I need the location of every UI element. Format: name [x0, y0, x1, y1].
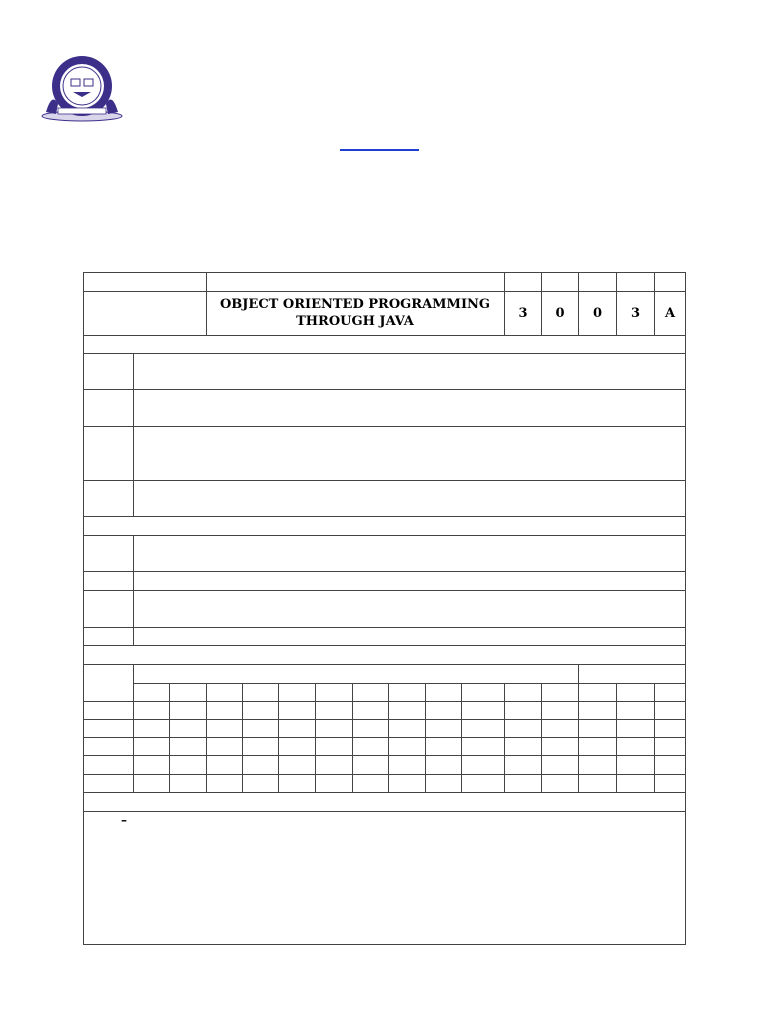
row-line — [84, 811, 685, 812]
row-line — [84, 645, 685, 646]
course-title-line-2: THROUGH JAVA — [296, 314, 414, 329]
row-line — [84, 664, 685, 665]
row-line — [84, 590, 685, 591]
row-line — [84, 335, 685, 336]
course-title-line-1: OBJECT ORIENTED PROGRAMMING — [219, 297, 491, 312]
practical-hours: 0 — [592, 305, 603, 321]
tutorial-hours: 0 — [555, 305, 565, 321]
row-line — [84, 353, 685, 354]
course-title — [206, 292, 504, 334]
row-line — [84, 480, 685, 481]
row-line — [84, 755, 685, 756]
col-line — [425, 683, 426, 792]
row-line — [84, 792, 685, 793]
col-line — [278, 683, 279, 792]
course-category: A — [664, 305, 676, 321]
col-line — [388, 683, 389, 792]
row-line — [84, 571, 685, 572]
col-line — [169, 683, 170, 792]
col-line — [578, 664, 579, 792]
col-line — [133, 353, 134, 516]
col-line — [504, 683, 505, 792]
university-seal-logo — [40, 52, 124, 124]
row-line — [84, 701, 685, 702]
col-line — [352, 683, 353, 792]
col-line — [133, 535, 134, 645]
row-line — [84, 737, 685, 738]
col-line — [541, 683, 542, 792]
col-line — [315, 683, 316, 792]
row-line — [84, 516, 685, 517]
row-line — [84, 389, 685, 390]
col-line — [133, 664, 134, 792]
row-line — [84, 627, 685, 628]
row-line — [133, 683, 685, 684]
col-line — [616, 683, 617, 792]
lecture-hours: 3 — [518, 305, 528, 321]
credits: 3 — [630, 305, 641, 321]
col-line — [461, 683, 462, 792]
hyperlink-underline — [340, 149, 419, 151]
row-line — [84, 774, 685, 775]
col-line — [654, 683, 655, 792]
row-line — [84, 535, 685, 536]
col-line — [242, 683, 243, 792]
row-line — [84, 719, 685, 720]
syllabus-table — [83, 272, 686, 945]
col-line — [206, 683, 207, 792]
dash-mark: – — [121, 813, 127, 827]
row-line — [84, 426, 685, 427]
